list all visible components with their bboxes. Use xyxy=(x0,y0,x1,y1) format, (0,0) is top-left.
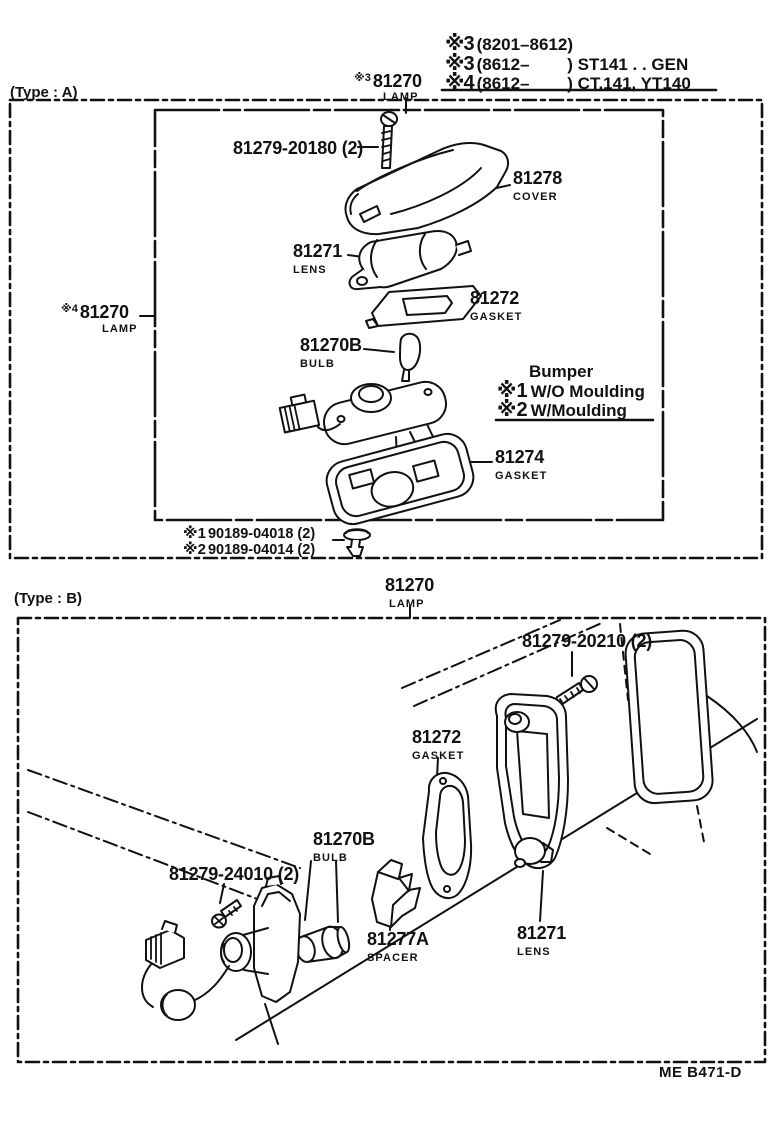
label-lens-b xyxy=(517,924,566,958)
bumper-line-2-text: W/Moulding xyxy=(530,401,627,420)
lamp-label-left-mark: ※4 xyxy=(61,303,78,315)
screw-drawing-a xyxy=(381,112,397,168)
fastener-1-text: 90189-04018 (2) xyxy=(207,526,316,542)
lamp-label-left xyxy=(61,302,129,323)
spec-line-3-text: (8612– ) CT.141, YT140 xyxy=(476,74,691,93)
label-lens-a xyxy=(293,242,342,276)
lamp-label-b-number: 81270 xyxy=(385,575,435,595)
bulb-drawing-a xyxy=(400,334,420,381)
label-gasket-upper-number: 81272 xyxy=(470,288,520,308)
label-gasket-upper-name: GASKET xyxy=(470,311,523,323)
fastener-2-text: 90189-04014 (2) xyxy=(207,542,316,558)
label-lens-b-number: 81271 xyxy=(517,923,567,943)
bumper-note-title: Bumper xyxy=(529,362,594,381)
bumper-line-1-mark: ※1 xyxy=(497,380,528,402)
label-spacer xyxy=(367,930,429,964)
spec-line-2-text: (8612– ) ST141 . . GEN xyxy=(476,55,689,74)
spacer-drawing xyxy=(372,860,420,927)
lamp-label-b-name: LAMP xyxy=(389,598,425,610)
drawing-code: ME B471-D xyxy=(659,1064,742,1081)
body-panel-drawing xyxy=(624,629,757,804)
bumper-note-line-1 xyxy=(497,381,645,401)
socket-drawing xyxy=(221,876,300,1002)
label-gasket-lower xyxy=(495,448,547,482)
lamp-label-top-number: 81270 xyxy=(372,71,422,91)
lamp-label-left-name: LAMP xyxy=(102,323,138,335)
label-bulb-b xyxy=(313,830,375,864)
label-spacer-name: SPACER xyxy=(367,952,419,964)
lens-drawing-a xyxy=(350,231,471,289)
spec-line-3 xyxy=(445,73,691,93)
type-b-section-label: (Type : B) xyxy=(14,590,83,607)
lens-drawing-b xyxy=(496,694,568,868)
fastener-line-1 xyxy=(183,526,315,542)
label-screw-b2: 81279-24010 (2) xyxy=(169,864,300,884)
spec-line-3-mark: ※4 xyxy=(445,72,474,94)
label-gasket-b-name: GASKET xyxy=(412,750,465,762)
label-gasket-lower-number: 81274 xyxy=(495,447,545,467)
label-lens-a-name: LENS xyxy=(293,264,327,276)
bulb-drawing-b xyxy=(293,923,352,967)
label-bulb-b-number: 81270B xyxy=(313,829,375,849)
screw-drawing-b2 xyxy=(212,900,241,928)
fastener-1-mark: ※1 xyxy=(183,525,206,542)
label-cover xyxy=(513,169,562,203)
label-gasket-lower-name: GASKET xyxy=(495,470,548,482)
label-cover-name: COVER xyxy=(513,191,558,203)
lamp-label-top-name: LAMP xyxy=(383,91,419,103)
lamp-label-left-number: 81270 xyxy=(79,302,129,322)
fastener-2-mark: ※2 xyxy=(183,541,206,558)
spec-line-1 xyxy=(445,34,573,54)
label-spacer-number: 81277A xyxy=(367,929,429,949)
type-a-section-label: (Type : A) xyxy=(10,84,78,101)
gasket-drawing-b xyxy=(423,773,471,898)
label-screw-b1: 81279-20210 (2) xyxy=(522,631,653,651)
cover-drawing xyxy=(345,143,508,234)
label-bulb-a-name: BULB xyxy=(300,358,335,370)
spec-line-1-text: (8201–8612) xyxy=(476,35,573,54)
label-gasket-upper xyxy=(470,289,522,323)
lamp-label-b xyxy=(385,576,434,610)
label-screw-a: 81279-20180 (2) xyxy=(233,138,364,158)
bumper-note-line-2 xyxy=(497,400,627,420)
label-bulb-b-name: BULB xyxy=(313,852,348,864)
gasket-upper-drawing xyxy=(366,286,481,328)
label-lens-a-number: 81271 xyxy=(293,241,343,261)
label-lens-b-name: LENS xyxy=(517,946,551,958)
spec-line-2 xyxy=(445,54,688,74)
spec-line-2-mark: ※3 xyxy=(445,53,474,75)
bumper-line-2-mark: ※2 xyxy=(497,399,528,421)
clip-drawing xyxy=(344,529,370,556)
harness-drawing xyxy=(142,921,229,1020)
fastener-line-2 xyxy=(183,542,315,558)
screw-drawing-b1 xyxy=(556,676,597,705)
label-cover-number: 81278 xyxy=(513,168,563,188)
lamp-label-top xyxy=(354,71,422,92)
label-bulb-a-number: 81270B xyxy=(300,335,362,355)
label-gasket-b-number: 81272 xyxy=(412,727,462,747)
bumper-line-1-text: W/O Moulding xyxy=(530,382,645,401)
label-gasket-b xyxy=(412,728,464,762)
label-bulb-a xyxy=(300,336,362,370)
lamp-label-top-mark: ※3 xyxy=(354,72,371,84)
spec-line-1-mark: ※3 xyxy=(445,33,474,55)
